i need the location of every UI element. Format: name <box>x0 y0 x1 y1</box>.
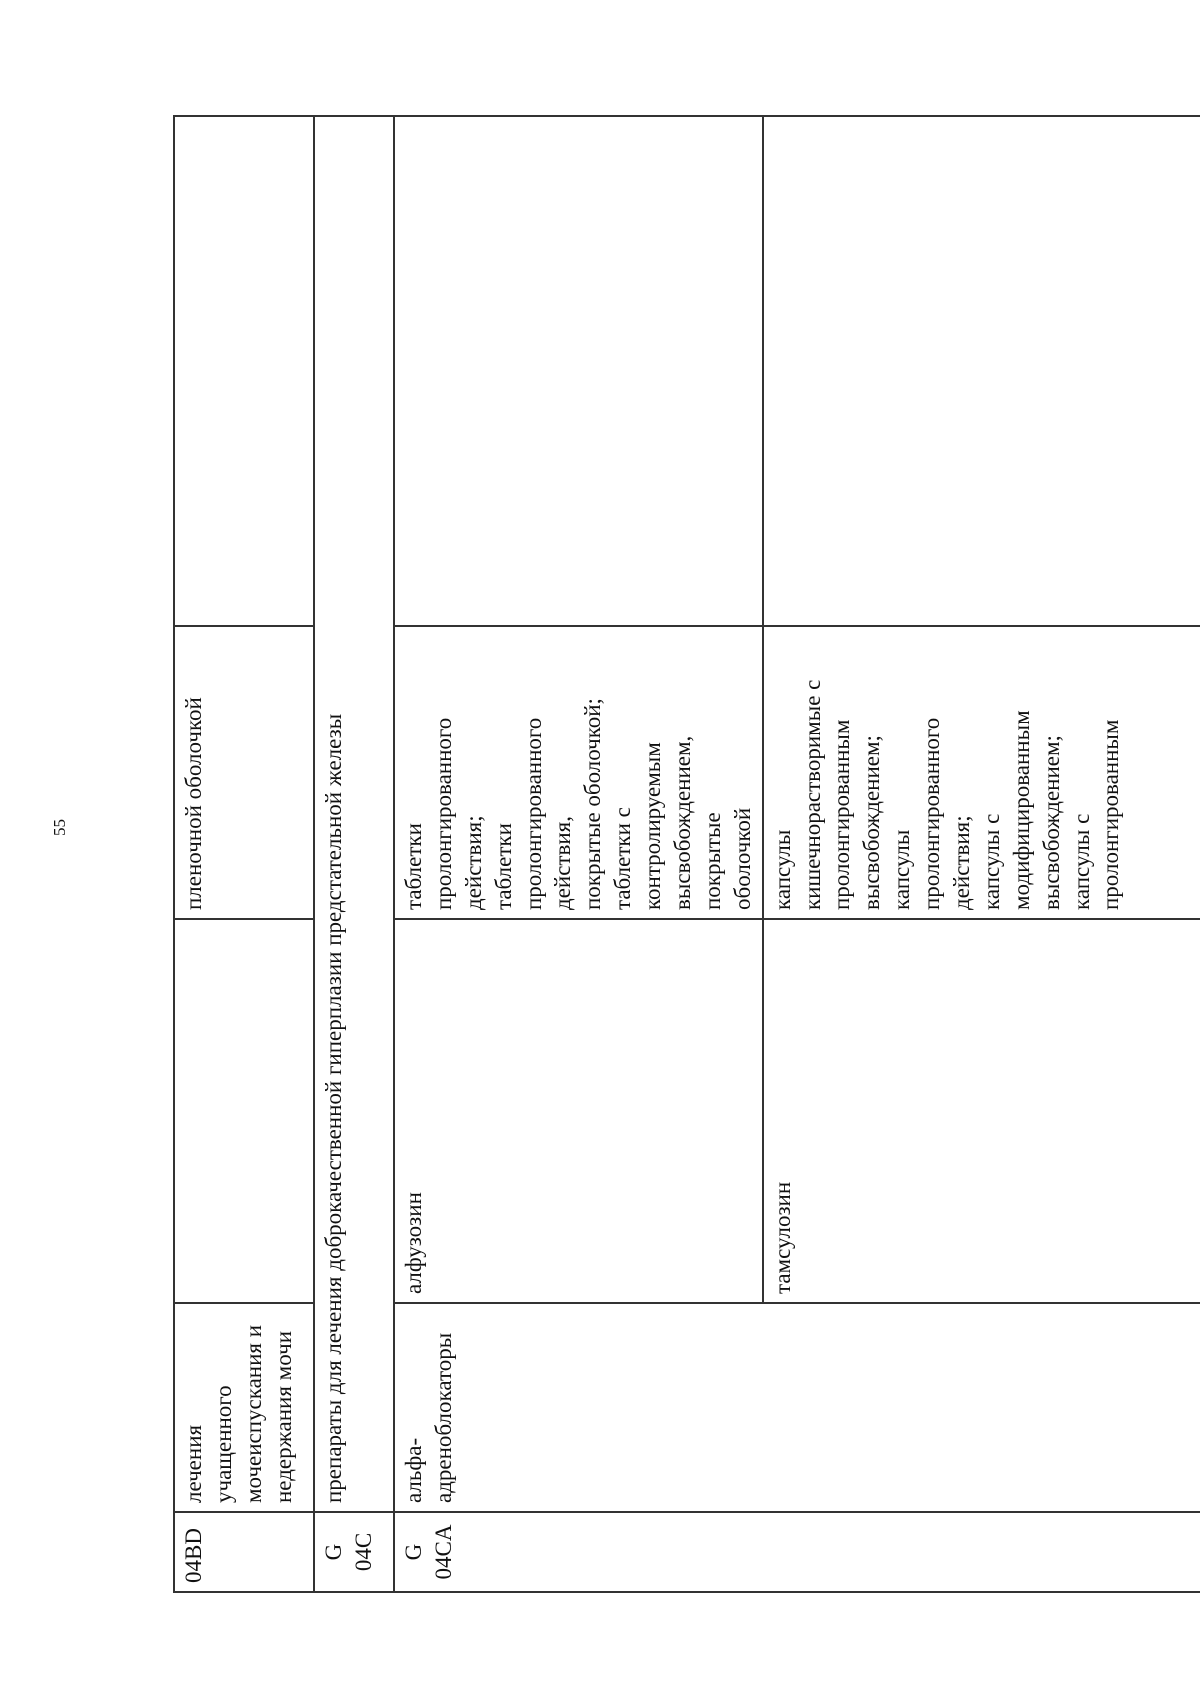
table-row <box>394 116 763 1592</box>
group-name-cell: лечения учащенного мочеиспускания и недержания мочи <box>174 1303 314 1512</box>
drug-table <box>173 115 1200 1593</box>
rotated-page-content <box>173 117 1200 1593</box>
table-row <box>314 116 394 1592</box>
atc-code-cell: G 04C <box>314 1512 394 1592</box>
dosage-form-cell: таблетки пролонгированного действия; таблетки пролонгированного действия, покрытые оболочкой; таблетки с контролируемым высвобождением, покрытые оболочкой <box>394 626 763 919</box>
extra-cell <box>763 116 1200 626</box>
extra-cell <box>174 116 314 626</box>
atc-code-cell: G 04CA <box>394 1512 1200 1592</box>
group-heading-cell: препараты для лечения доброкачественной гиперплазии предстательной железы <box>314 116 394 1512</box>
group-name-cell: альфа- адреноблокаторы <box>394 1303 1200 1512</box>
dosage-form-cell: пленочной оболочкой <box>174 626 314 919</box>
inn-cell: алфузозин <box>394 919 763 1303</box>
page-number: 55 <box>50 819 69 836</box>
atc-code-cell: 04BD <box>174 1512 314 1592</box>
table-row <box>174 116 314 1592</box>
inn-cell: тамсулозин <box>763 919 1200 1303</box>
dosage-form-cell: капсулы кишечнорастворимые с пролонгированным высвобождением; капсулы пролонгированного действия; капсулы с модифицированным высвобождением; капсулы с пролонгированным <box>763 626 1200 919</box>
extra-cell <box>394 116 763 626</box>
inn-cell <box>174 919 314 1303</box>
